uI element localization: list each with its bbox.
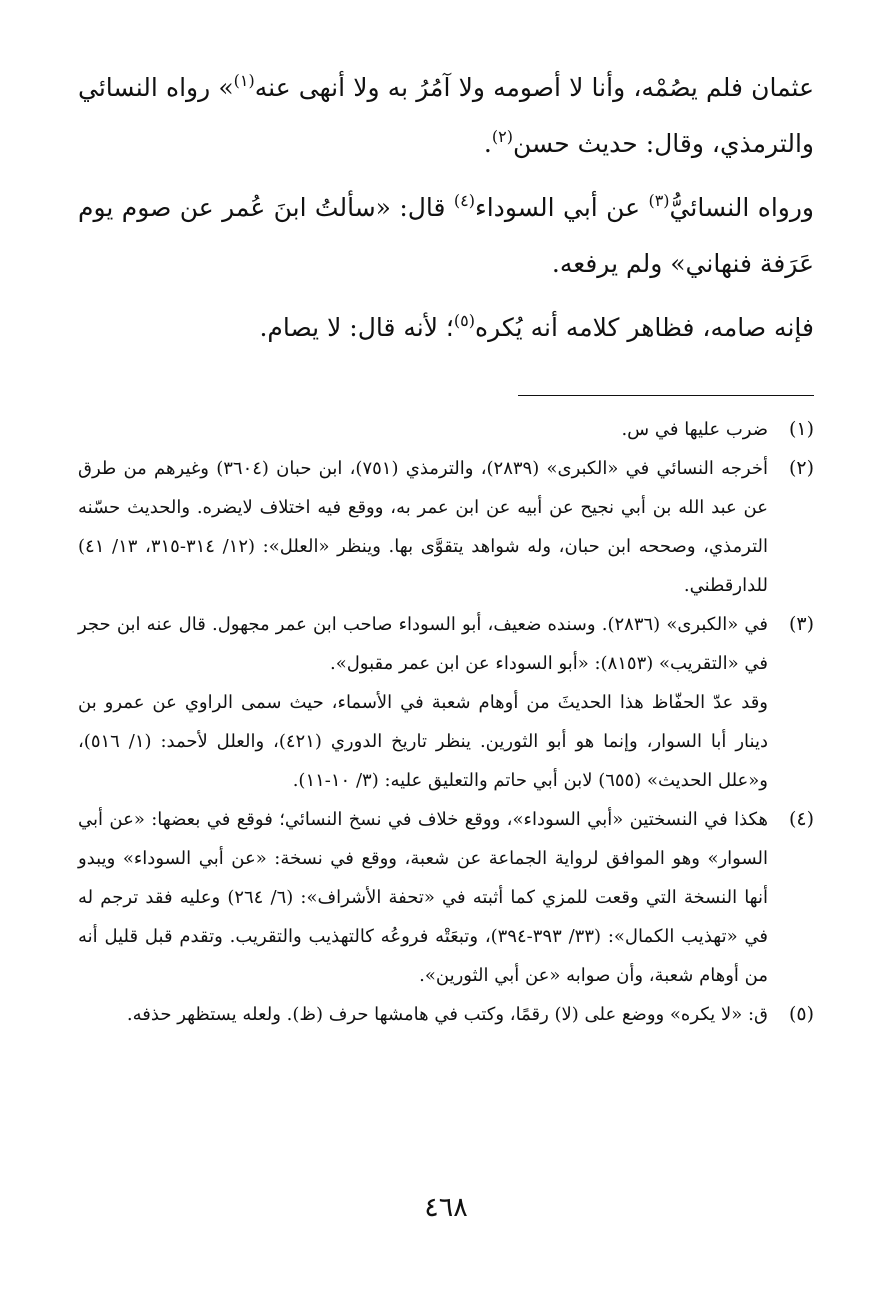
text-run: . [483, 129, 492, 158]
text-run: عثمان فلم يصُمْه، وأنا لا أصومه ولا آمُرُ به ولا أنهى عنه [254, 73, 814, 102]
footnote [78, 995, 814, 1034]
text-run: فإنه صامه، فظاهر كلامه أنه يُكره [474, 313, 814, 342]
footnote [78, 800, 814, 995]
footnote-number: (٤) [788, 808, 814, 830]
footnote-ref-4[interactable]: (٤) [453, 191, 475, 210]
footnote [78, 449, 814, 605]
footnote-number: (١) [788, 418, 814, 440]
footnote-body [78, 605, 768, 800]
footnote-text: في «الكبرى» (٢٨٣٦). وسنده ضعيف، أبو السوداء صاحب ابن عمر مجهول. قال عنه ابن حجر في «التقريب» (٨١٥٣): «أبو السوداء عن ابن عمر مقبول». [78, 614, 768, 674]
footnote-separator [518, 395, 814, 396]
text-run: ورواه النسائيُّ [669, 193, 814, 222]
text-run: ؛ لأنه قال: لا يصام. [259, 313, 454, 342]
footnote-body [78, 995, 768, 1034]
footnote-text: ضرب عليها في س. [621, 419, 768, 440]
footnotes [78, 410, 814, 1034]
footnote-ref-2[interactable]: (٢) [491, 127, 513, 146]
footnote-number: (٥) [788, 1003, 814, 1025]
text-run: عن أبي السوداء [474, 193, 649, 222]
footnote-text: ق: «لا يكره» ووضع على (لا) رقمًا، وكتب في هامشها حرف (ظ). ولعله يستظهر حذفه. [126, 1004, 768, 1025]
footnote-text: وقد عدّ الحفّاظ هذا الحديثَ من أوهام شعبة في الأسماء، حيث سمى الراوي عن عمرو بن دينار أبا السوار، وإنما هو أبو الثورين. ينظر تاريخ الدوري (٤٢١)، والعلل لأحمد: (١/ ٥١٦)، و«علل الحديث» (٦٥٥) لابن أبي حاتم والتعليق عليه: (٣/ ١٠-١١). [78, 692, 768, 791]
main-paragraph [78, 300, 814, 356]
footnote-body [78, 410, 768, 449]
text-run: » رواه النسائي والترمذي، وقال: حديث حسن [78, 73, 814, 158]
footnote-ref-5[interactable]: (٥) [453, 311, 475, 330]
footnote-number: (٣) [788, 613, 814, 635]
main-text [78, 60, 814, 356]
footnote [78, 605, 814, 800]
text-run: قال: «سألتُ ابنَ عُمر عن صوم يوم عَرَفة فنهاني» ولم يرفعه. [78, 193, 814, 278]
footnote-text: هكذا في النسختين «أبي السوداء»، ووقع خلاف في نسخ النسائي؛ فوقع في بعضها: «عن أبي السوار» وهو الموافق لرواية الجماعة عن شعبة، ووقع في نسخة: «عن أبي السوداء» ويبدو أنها النسخة التي وقعت للمزي كما أثبته في «تحفة الأشراف»: (٦/ ٢٦٤) وعليه فقد ترجم له في «تهذيب الكمال»: (٣٣/ ٣٩٣-٣٩٤)، وتبعَتْه فروعُه كالتهذيب والتقريب. وتقدم قبل قليل أنه من أوهام شعبة، وأن صوابه «عن أبي الثورين». [78, 809, 769, 986]
footnote-number: (٢) [788, 457, 814, 479]
footnote-ref-3[interactable]: (٣) [648, 191, 670, 210]
footnote-body [78, 800, 768, 995]
main-paragraph [78, 60, 814, 172]
page-number: ٤٦٨ [424, 1192, 468, 1223]
footnote-body [78, 449, 768, 605]
footnote [78, 410, 814, 449]
footnote-text: أخرجه النسائي في «الكبرى» (٢٨٣٩)، والترمذي (٧٥١)، ابن حبان (٣٦٠٤) وغيرهم من طرق عن عبد الله بن أبي نجيح عن أبيه عن ابن عمر به، ووقع فيه اختلاف لايضره. والحديث حسّنه الترمذي، وصححه ابن حبان، وله شواهد يتقوَّى بها. وينظر «العلل»: (١٢/ ٣١٤-٣١٥، ١٣/ ٤١) للدارقطني. [78, 458, 768, 596]
footnote-ref-1[interactable]: (١) [233, 71, 255, 90]
main-paragraph [78, 180, 814, 292]
